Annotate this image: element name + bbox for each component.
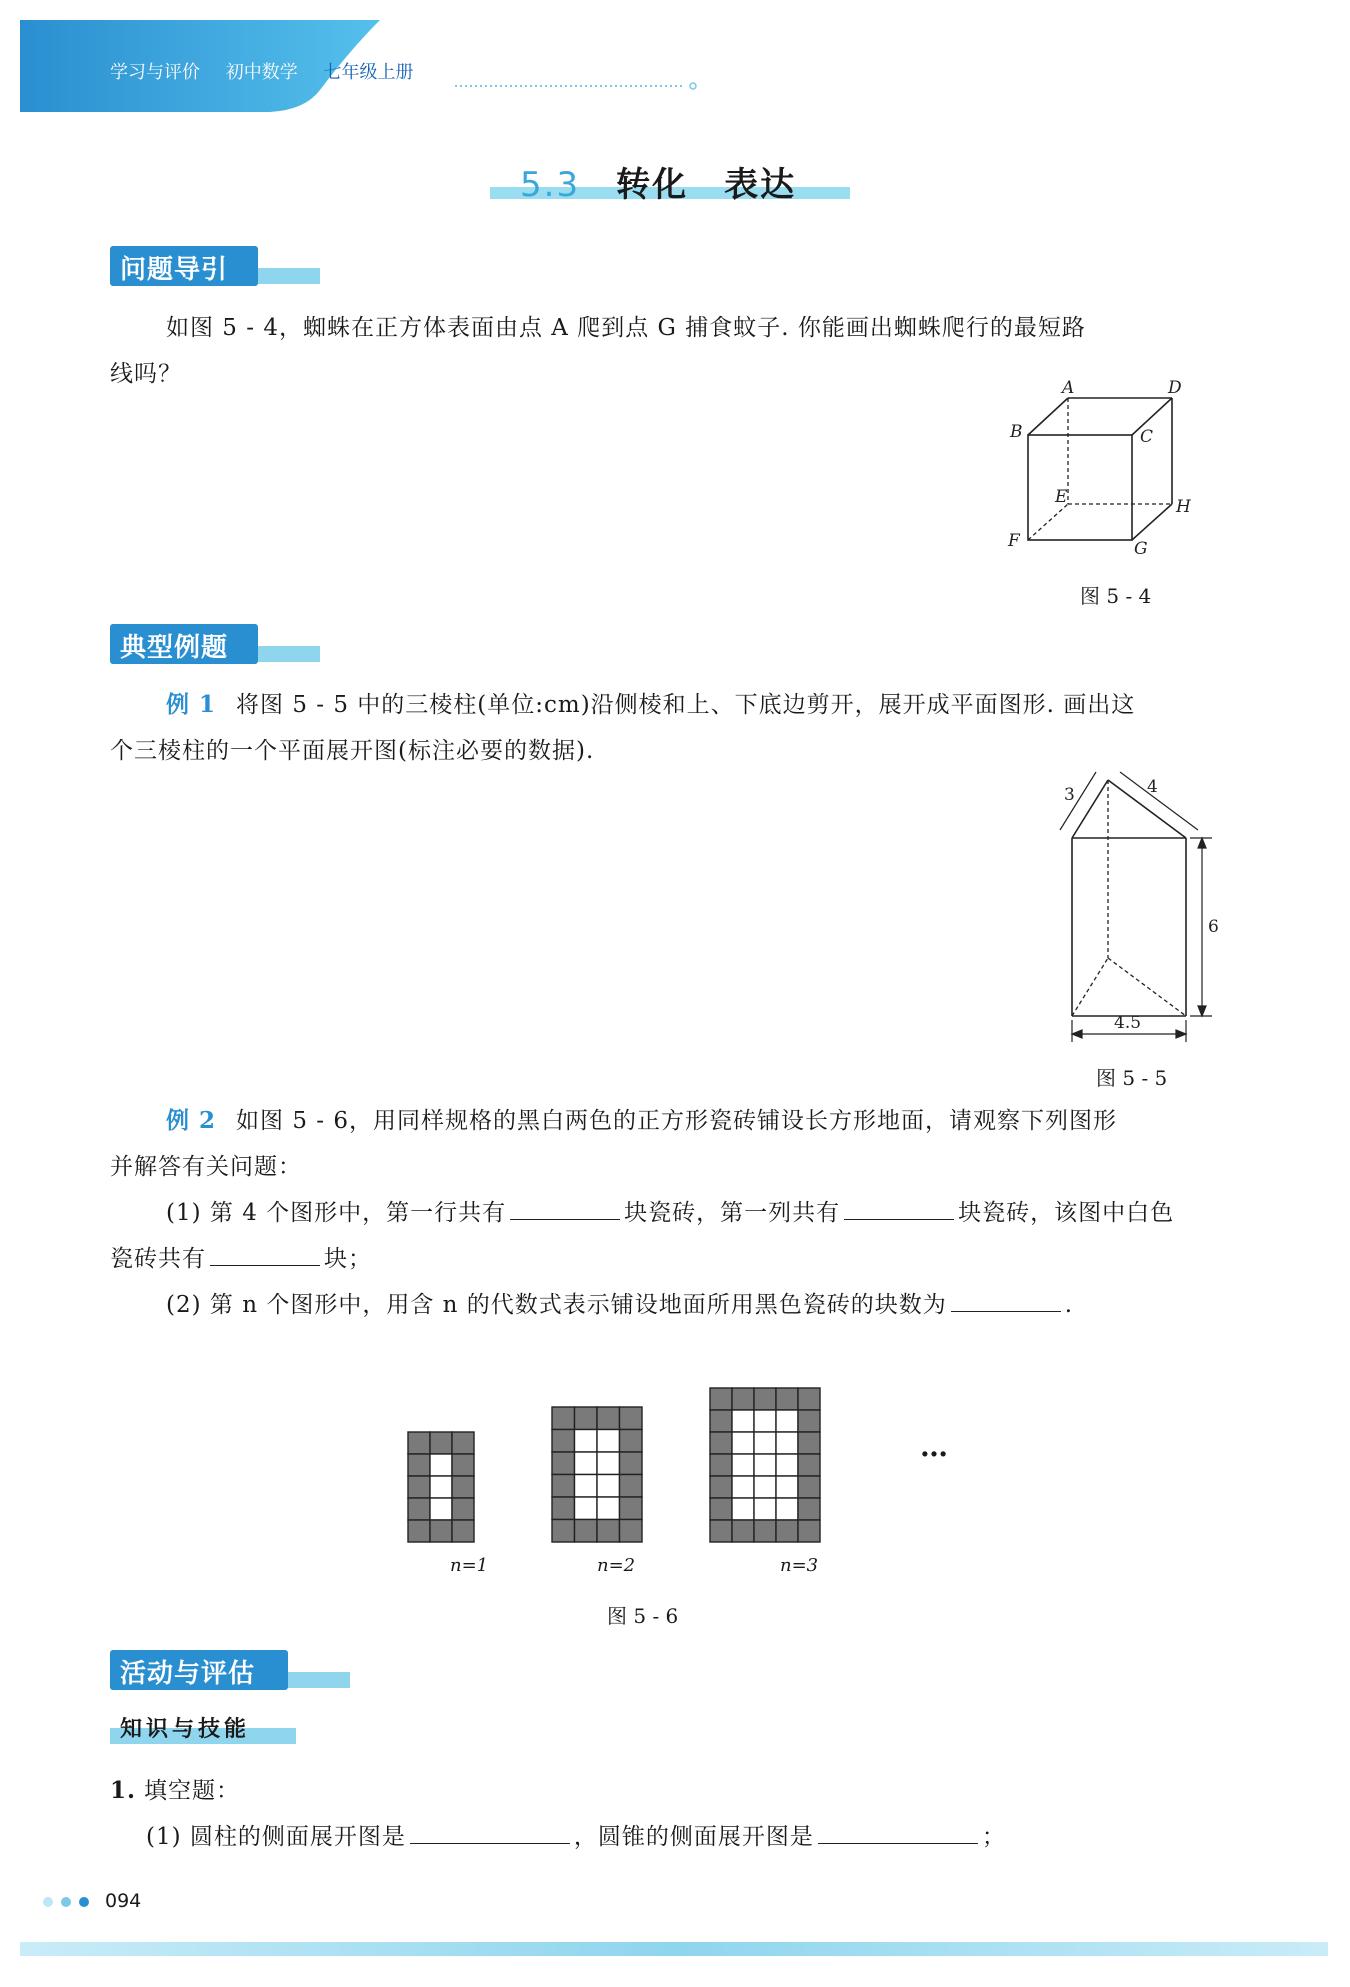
figure-5-5-caption: 图 5 - 5 [1096,1066,1168,1090]
exercise-1-q1-part-c: ； [981,1824,1006,1850]
tile-light [597,1430,620,1453]
tile-light [575,1497,598,1520]
tile-dark [798,1410,820,1432]
section-activity-tag [110,1650,350,1692]
label-A: A [1062,380,1075,398]
tile-light [754,1498,776,1520]
section-intro-label: 问题导引 [120,255,229,285]
tile-light [776,1410,798,1432]
tile-dark [710,1520,732,1542]
tile-dark [620,1407,643,1430]
tile-dark [710,1432,732,1454]
tile-dark [710,1498,732,1520]
tile-dark [408,1520,430,1542]
tile-light [732,1476,754,1498]
tile-light [575,1475,598,1498]
tile-dark [552,1520,575,1543]
tile-dark [776,1388,798,1410]
figure-5-5-prism [1040,750,1230,1050]
title-word-2: 表达 [724,165,797,205]
tile-label-n3: n=3 [780,1555,819,1576]
example-2-q2-part-a: (2) 第 n 个图形中，用含 n 的代数式表示铺设地面所用黑色瓷砖的块数为 [166,1292,947,1318]
exercise-1-q1-part-b: ，圆锥的侧面展开图是 [573,1824,814,1850]
label-E: E [1055,487,1068,507]
tile-dark [552,1430,575,1453]
tile-dark [575,1520,598,1543]
tile-dark [776,1520,798,1542]
exercise-1-number: 1. [110,1777,137,1804]
answer-blank-5[interactable] [410,1817,570,1844]
tile-dark [732,1388,754,1410]
title-word-1: 转化 [616,165,689,205]
tile-dark [430,1520,452,1542]
header-text [110,58,433,84]
tile-patterns-svg [400,1330,980,1590]
tile-light [430,1476,452,1498]
answer-blank-1[interactable] [510,1193,620,1220]
tile-dark [798,1476,820,1498]
tile-dark [408,1476,430,1498]
example-2-line-2: 并解答有关问题： [110,1154,302,1180]
example-1-line-1: 将图 5 - 5 中的三棱柱(单位:cm)沿侧棱和上、下底边剪开，展开成平面图形. 画出这 [236,692,1136,718]
answer-blank-6[interactable] [818,1817,978,1844]
example-1-label: 例 1 [166,691,217,718]
tile-dark [620,1430,643,1453]
tile-dark [798,1432,820,1454]
exercise-1 [110,1768,1242,1860]
example-2-q1-part-c: 块瓷砖，该图中白色 [958,1200,1175,1226]
tile-light [597,1497,620,1520]
intro-line-1: 如图 5 - 4，蜘蛛在正方体表面由点 A 爬到点 G 捕食蚊子. 你能画出蜘蛛爬行的最短路 [166,315,1086,341]
tile-dark [798,1454,820,1476]
tile-dark [597,1520,620,1543]
tile-label-n1: n=1 [450,1555,489,1576]
footer-band [20,1938,1328,1960]
header-series: 学习与评价 [110,62,200,83]
tile-dark [552,1407,575,1430]
tile-light [430,1498,452,1520]
example-2-q1-part-e: 块； [324,1246,372,1272]
dim-edge-right: 4 [1147,777,1158,797]
tile-light [776,1476,798,1498]
label-H: H [1176,497,1191,517]
example-2-q1-part-a: (1) 第 4 个图形中，第一行共有 [166,1200,507,1226]
tile-light [732,1432,754,1454]
example-2-q1-part-d: 瓷砖共有 [110,1246,206,1272]
section-examples-tag [110,624,320,666]
tile-dark [552,1475,575,1498]
dim-base: 4.5 [1114,1013,1142,1033]
header-dotted-line [455,82,700,90]
subsection-skills-tag [110,1712,300,1746]
section-examples-label: 典型例题 [120,633,229,663]
label-B: B [1010,422,1023,442]
tile-dark [620,1497,643,1520]
tile-dark [452,1476,474,1498]
section-title [490,157,850,203]
footer-dots-icon [40,1894,100,1910]
tile-light [732,1410,754,1432]
tile-dark [452,1454,474,1476]
figure-5-6-caption: 图 5 - 6 [607,1604,679,1628]
example-1-line-2: 个三棱柱的一个平面展开图(标注必要的数据). [110,738,595,764]
tile-dark [552,1497,575,1520]
tile-dark [620,1520,643,1543]
tile-light [754,1476,776,1498]
tile-dark [754,1388,776,1410]
tile-dark [710,1410,732,1432]
tile-light [776,1498,798,1520]
tile-light [575,1452,598,1475]
label-F: F [1008,531,1020,551]
tile-dark [597,1407,620,1430]
tile-light [732,1454,754,1476]
section-intro-tag [110,246,320,288]
figure-5-6-ellipsis: … [920,1430,948,1463]
tile-dark [620,1452,643,1475]
answer-blank-4[interactable] [951,1285,1061,1312]
tile-dark [798,1498,820,1520]
tile-dark [408,1498,430,1520]
tile-dark [408,1454,430,1476]
tile-dark [710,1388,732,1410]
exercise-1-title: 填空题： [144,1778,241,1804]
tile-dark [620,1475,643,1498]
exercise-1-q1-part-a: (1) 圆柱的侧面展开图是 [146,1824,406,1850]
answer-blank-3[interactable] [210,1239,320,1266]
dim-edge-left: 3 [1064,785,1075,805]
tile-dark [732,1520,754,1542]
tile-dark [452,1520,474,1542]
figure-5-4-cube [1000,380,1210,560]
tile-light [597,1475,620,1498]
tile-light [597,1452,620,1475]
subsection-skills-label: 知识与技能 [120,1716,251,1742]
figure-5-6-tiles [400,1330,980,1590]
title-number: 5.3 [520,165,581,205]
example-2-line-1: 如图 5 - 6，用同样规格的黑白两色的正方形瓷砖铺设长方形地面，请观察下列图形 [236,1108,1117,1134]
figure-5-4-caption: 图 5 - 4 [1080,584,1152,608]
tile-dark [575,1407,598,1430]
example-2-q1-part-b: 块瓷砖，第一列共有 [624,1200,841,1226]
tile-dark [430,1432,452,1454]
section-activity-label: 活动与评估 [120,1659,256,1689]
tile-light [754,1454,776,1476]
tile-dark [798,1520,820,1542]
tile-dark [798,1388,820,1410]
tile-light [776,1454,798,1476]
example-2-text [110,1098,1242,1328]
tile-dark [754,1520,776,1542]
tile-dark [452,1432,474,1454]
tile-light [430,1454,452,1476]
page-number: 094 [105,1890,142,1912]
header-subject: 初中数学 [225,62,298,83]
tile-dark [452,1498,474,1520]
example-2-q2-part-b: . [1064,1292,1074,1318]
label-D: D [1168,380,1182,398]
tile-light [732,1498,754,1520]
tile-dark [552,1452,575,1475]
header-grade: 七年级上册 [323,62,414,83]
dim-height: 6 [1208,917,1219,937]
tile-dark [710,1454,732,1476]
tile-light [776,1432,798,1454]
intro-line-2: 线吗？ [110,361,182,387]
tile-label-n2: n=2 [597,1555,636,1576]
label-C: C [1140,427,1154,447]
label-G: G [1134,539,1148,559]
tile-light [754,1432,776,1454]
answer-blank-2[interactable] [844,1193,954,1220]
tile-dark [710,1476,732,1498]
example-2-label: 例 2 [166,1107,217,1134]
tile-light [575,1430,598,1453]
tile-light [754,1410,776,1432]
tile-dark [408,1432,430,1454]
